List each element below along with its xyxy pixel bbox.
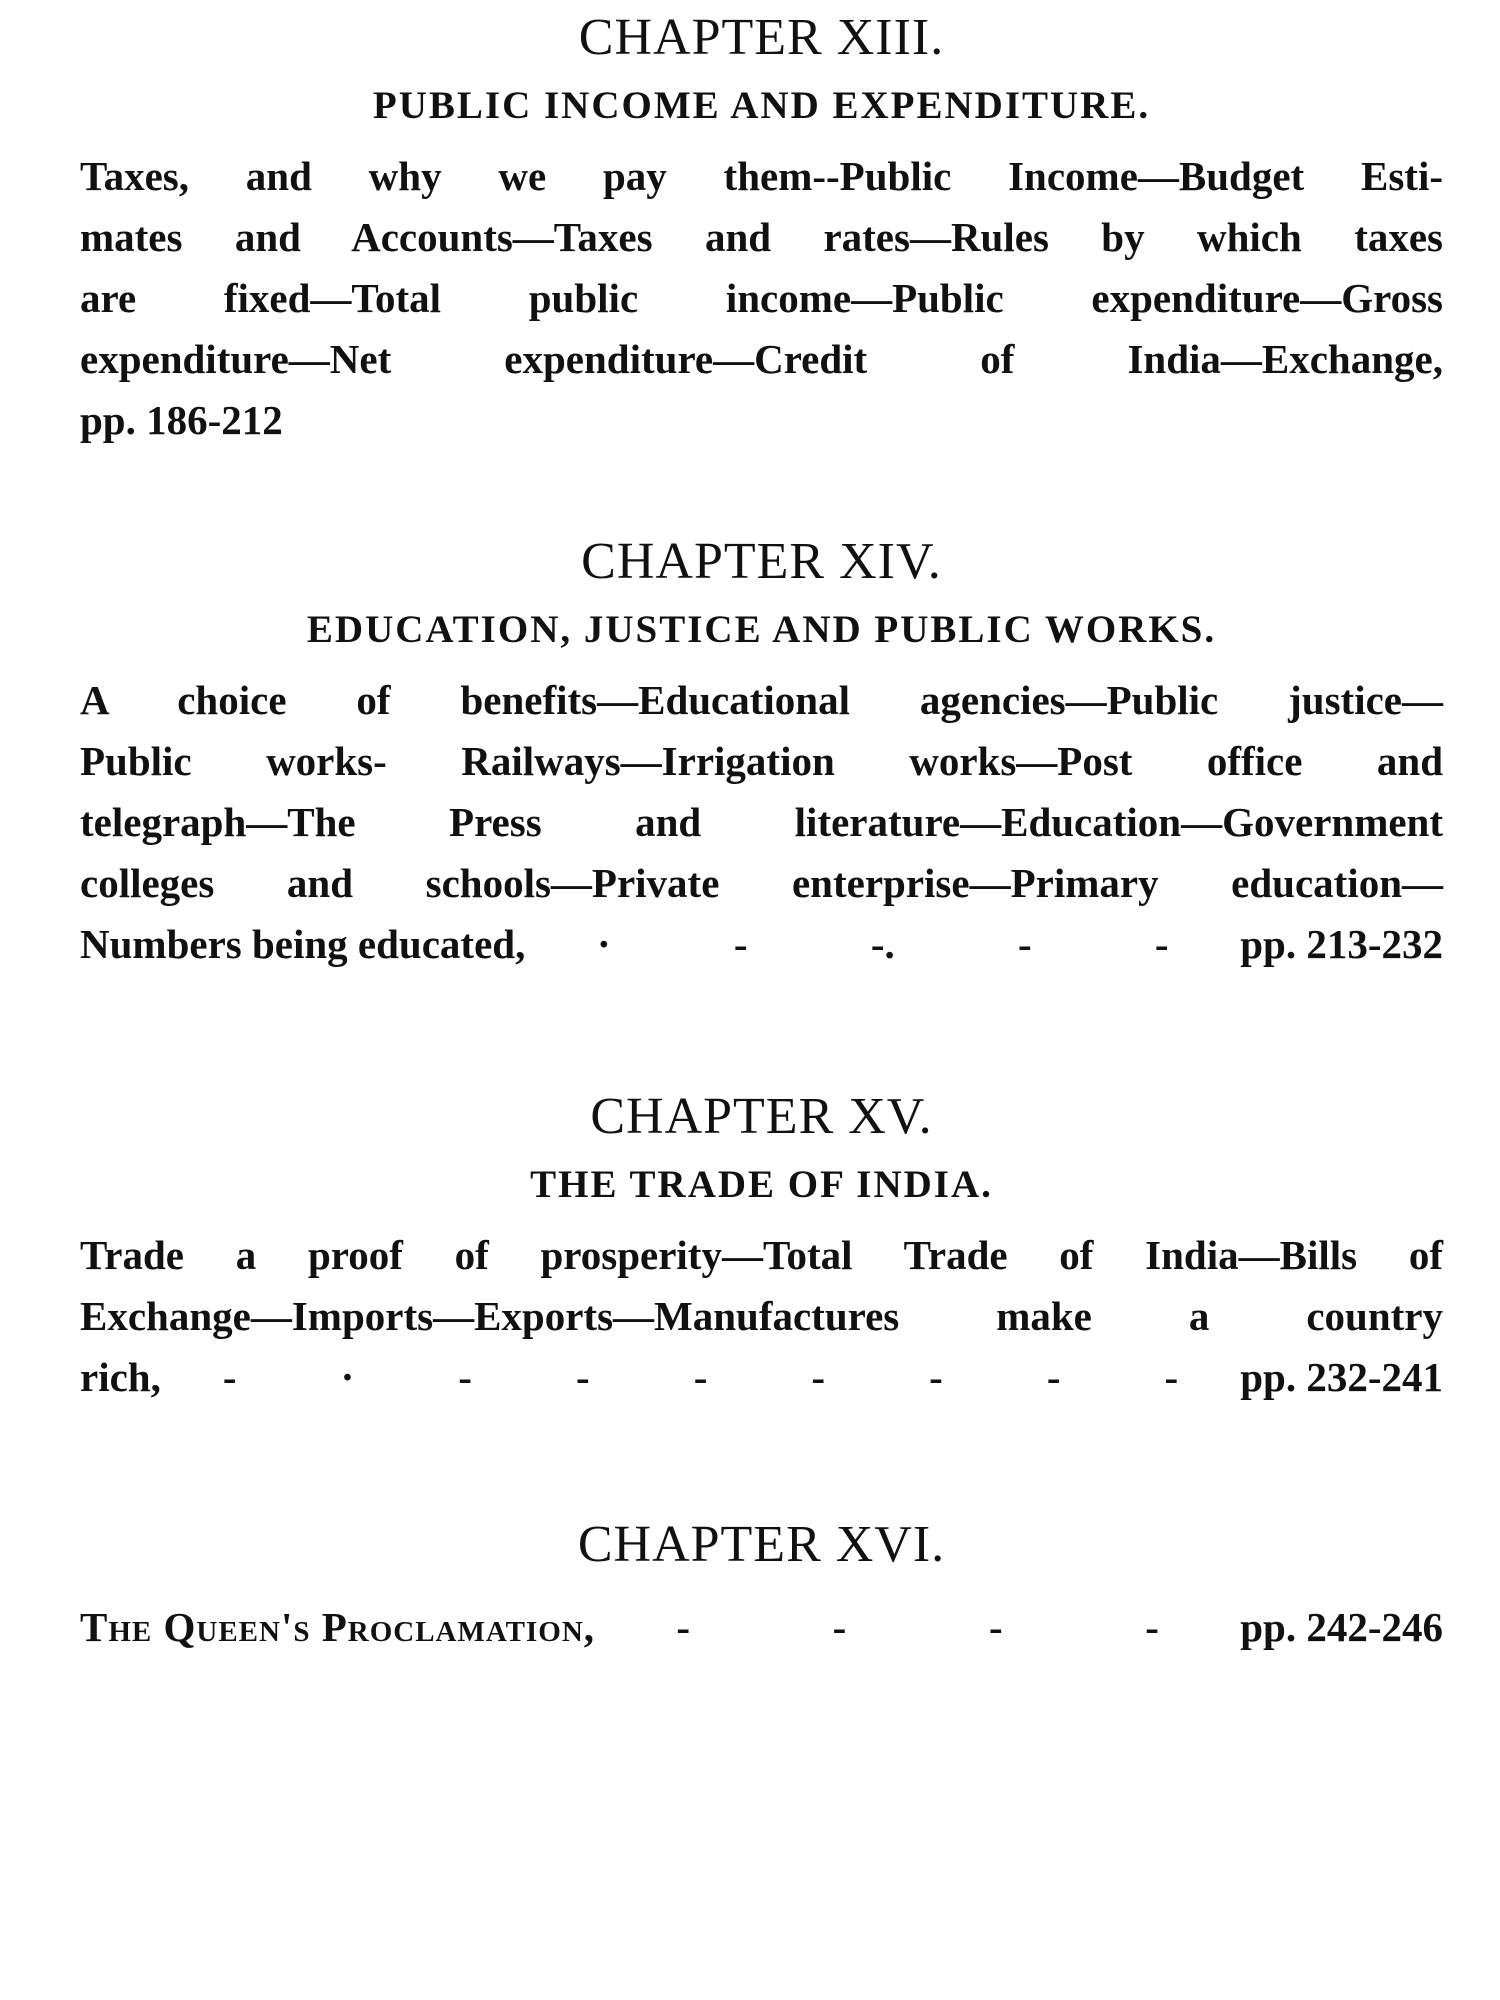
summary-line: are fixed—Total public income—Public expenditure—Gross <box>80 275 1443 321</box>
summary-line-text: Numbers being educated, <box>80 921 526 967</box>
chapter-summary <box>80 1225 1443 1408</box>
chapter-heading: CHAPTER XIV. <box>581 533 942 590</box>
page-range: pp. 232-241 <box>1240 1354 1443 1400</box>
chapter-xiii <box>80 8 1443 451</box>
dot-leader: - · - - - - - - - <box>222 1354 1179 1400</box>
summary-line-text: The Queen's Proclamation, <box>80 1604 596 1650</box>
summary-line: colleges and schools—Private enterprise—Primary education— <box>80 860 1443 906</box>
dot-leader: - - - - <box>676 1604 1159 1650</box>
chapter-heading: CHAPTER XVI. <box>577 1516 946 1573</box>
chapter-heading: CHAPTER XIII. <box>578 9 945 66</box>
page-range: pp. 213-232 <box>1240 921 1443 967</box>
contents-page <box>80 0 1443 2000</box>
summary-last-line <box>80 1347 1443 1408</box>
summary-last-line <box>80 1597 1443 1658</box>
chapter-xvi <box>80 1515 1443 1658</box>
summary-line: mates and Accounts—Taxes and rates—Rules by which taxes <box>80 214 1443 260</box>
page-range: pp. 186-212 <box>80 397 283 443</box>
chapter-title: PUBLIC INCOME AND EXPENDITURE. <box>372 84 1151 127</box>
chapter-heading: CHAPTER XV. <box>590 1088 933 1145</box>
chapter-summary <box>80 146 1443 451</box>
chapter-title: THE TRADE OF INDIA. <box>530 1163 993 1206</box>
summary-line: Taxes, and why we pay them--Public Income—Budget Esti- <box>80 153 1443 199</box>
summary-line: Trade a proof of prosperity—Total Trade of India—Bills of <box>80 1232 1443 1278</box>
summary-last-line <box>80 914 1443 975</box>
chapter-title: EDUCATION, JUSTICE AND PUBLIC WORKS. <box>306 608 1217 651</box>
chapter-xiv <box>80 532 1443 975</box>
chapter-summary <box>80 1597 1443 1658</box>
summary-line: Public works- Railways—Irrigation works—Post office and <box>80 738 1443 784</box>
chapter-xv <box>80 1087 1443 1408</box>
dot-leader: · - -. - - <box>596 921 1169 967</box>
chapter-summary <box>80 670 1443 975</box>
summary-line-text: rich, <box>80 1354 161 1400</box>
summary-line: telegraph—The Press and literature—Education—Government <box>80 799 1443 845</box>
summary-line: expenditure—Net expenditure—Credit of India—Exchange, <box>80 336 1443 382</box>
page-range: pp. 242-246 <box>1240 1604 1443 1650</box>
summary-line: A choice of benefits—Educational agencies—Public justice— <box>80 677 1443 723</box>
summary-line: Exchange—Imports—Exports—Manufactures make a country <box>80 1293 1443 1339</box>
